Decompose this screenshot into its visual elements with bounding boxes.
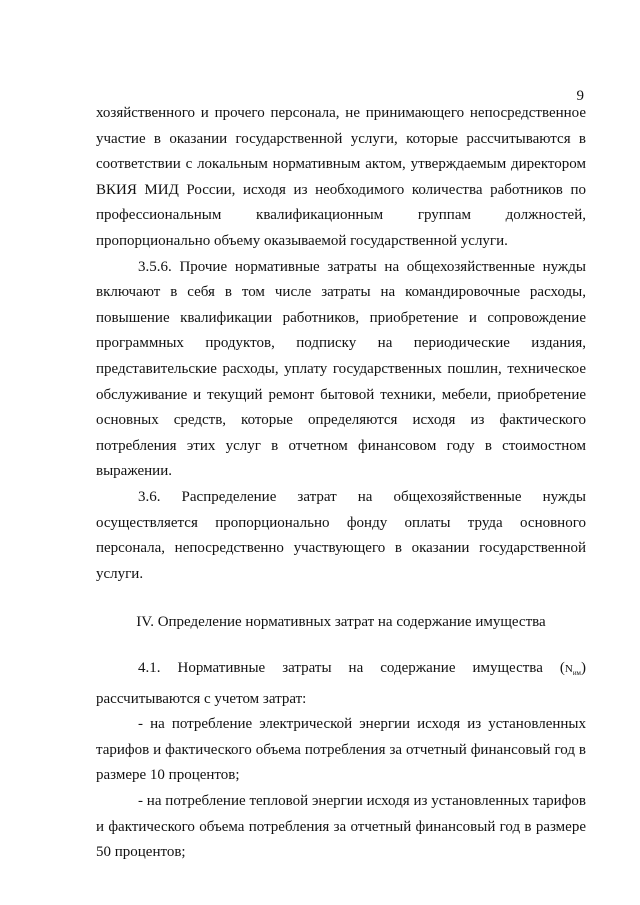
- formula-symbol: [564, 662, 581, 678]
- paragraph-continued: хозяйственного и прочего персонала, не принимающего непосредственное участие в оказании государственной услуги, которые рассчитываются в соответствии с локальным нормативным актом, утверждаемым директором ВКИЯ МИД России, исходя из необходимого количества работников по профессиональным квалификационным группам должностей, пропорционально объему оказываемой государственной услуги.: [96, 105, 586, 249]
- section-heading: IV. Определение нормативных затрат на содержание имущества: [136, 614, 546, 631]
- paragraph-4-1-start: 4.1. Нормативные затраты на содержание имущества (: [138, 659, 565, 676]
- paragraph-3-6: 3.6. Распределение затрат на общехозяйственные нужды осуществляется пропорционально фонду оплаты труда основного персонала, непосредственно участвующего в оказании государственной услуги.: [96, 488, 586, 582]
- document-body: [96, 101, 586, 866]
- page-number: 9: [576, 88, 584, 104]
- list-item-electricity: - на потребление электрической энергии исходя из установленных тарифов и фактического объема потребления за отчетный финансовый год в размере 10 процентов;: [96, 716, 586, 784]
- formula-letter: N: [564, 662, 573, 675]
- paragraph-4-1: [96, 656, 586, 712]
- formula-subscript: им: [572, 669, 581, 678]
- paragraph-3-5-6: 3.5.6. Прочие нормативные затраты на общехозяйственные нужды включают в себя в том числе затраты на командировочные расходы, повышение квалификации работников, приобретение и сопровождение программных продуктов, подписку на периодические издания, представительские расходы, уплату государственных пошлин, техническое обслуживание и текущий ремонт бытовой техники, мебели, приобретение основных средств, которые определяются исходя из фактического потребления этих услуг в отчетном финансовом году в стоимостном выражении.: [96, 258, 586, 480]
- paragraph-4-1-end: ) рассчитываются с учетом затрат:: [96, 659, 586, 707]
- list-item-heat: - на потребление тепловой энергии исходя из установленных тарифов и фактического объема потребления за отчетный финансовый год в размере 50 процентов;: [96, 793, 586, 861]
